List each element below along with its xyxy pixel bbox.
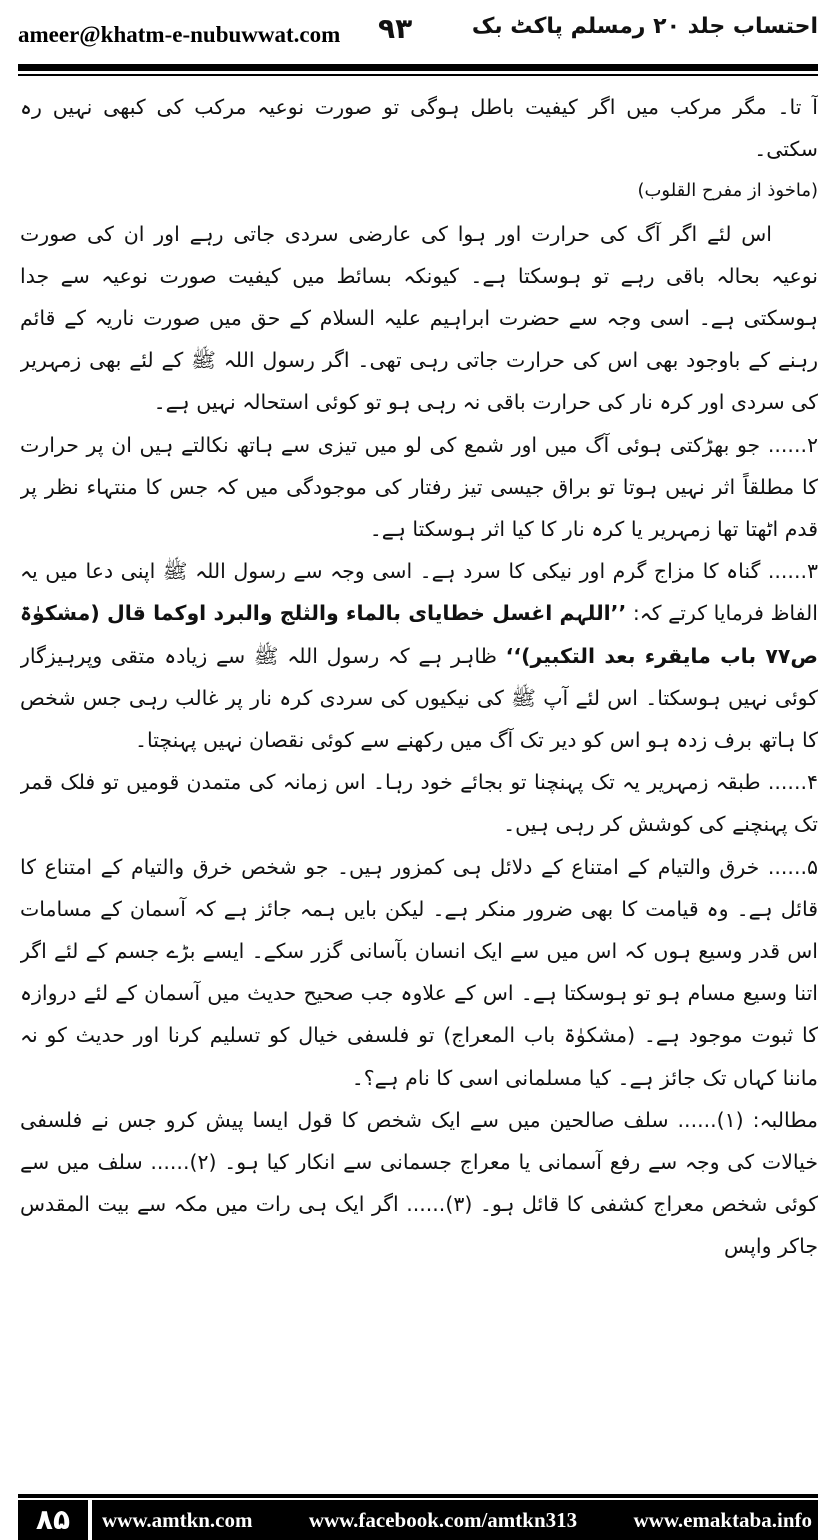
point-4: ۴...... طبقہ زمہریر یہ تک پہنچنا تو بجائے خود رہا۔ اس زمانہ کی متمدن قومیں تو فلک قمر تک پہنچنے کی کوشش کر رہی ہیں۔	[20, 770, 818, 837]
dua-quote: ’’اللہم اغسل خطایای بالماء والثلج والبرد اوکما قال (مشکوٰۃ ص۷۷ باب مایقرء بعد التکبیر)‘‘	[20, 601, 818, 668]
header-page-number: ۹۳	[378, 12, 413, 45]
demand-paragraph: مطالبہ: (۱)...... سلف صالحین میں سے ایک شخص کا قول ایسا پیش کرو جس نے فلسفی خیالات کی وجہ سے رفع آسمانی یا معراج جسمانی سے انکار کیا ہو۔ (۲)...... سلف میں سے کوئی شخص معراج کشفی کا قائل ہو۔ (۳)...... اگر ایک ہی رات میں مکہ سے بیت المقدس جاکر واپس	[20, 1107, 818, 1259]
footer-links	[92, 1500, 818, 1540]
point-2: ۲...... جو بھڑکتی ہوئی آگ میں اور شمع کی لو میں تیزی سے ہاتھ نکالتے ہیں ان پر حرارت کا مطلقاً اثر نہیں ہوتا تو براق جیسی تیز رفتار کی موجودگی میں کہ جس کا منتہاء نظر پر قدم اٹھتا تھا زمہریر یا کرہ نار کا کیا اثر ہوسکتا ہے۔	[20, 432, 818, 542]
page-body	[20, 86, 818, 1456]
header-rule-thick	[18, 64, 818, 71]
header-rule-thin	[18, 74, 818, 76]
header-email[interactable]: ameer@khatm-e-nubuwwat.com	[18, 22, 341, 47]
header-book-title: احتساب جلد ۲۰ رمسلم پاکٹ بک	[471, 14, 818, 39]
point-3-continuation: ظاہر ہے کہ رسول اللہ ﷺ سے زیادہ متقی وپرہیزگار کوئی نہیں ہوسکتا۔ اس لئے آپ ﷺ کی نیکیوں کی سردی کرہ نار پر غالب رہی جس شخص کا ہاتھ برف زدہ ہو اس کو دیر تک آگ میں رکھنے سے کوئی نقصان نہیں پہنچتا۔	[20, 643, 818, 753]
source-reference: (ماخوذ از مفرح القلوب)	[637, 180, 818, 202]
footer-page-number: ۸۵	[18, 1500, 88, 1540]
paragraph-2: اس لئے اگر آگ کی حرارت اور ہوا کی عارضی سردی جاتی رہے اور ان کی صورت نوعیہ بحالہ باقی رہے تو ہوسکتا ہے۔ کیونکہ بسائط میں کیفیت صورت نوعیہ سے جدا ہوسکتی ہے۔ اسی وجہ سے حضرت ابراہیم علیہ السلام کے حق میں صورت ناریہ کے قائم رہنے کے باوجود بھی اس کی حرارت جاتی رہی تھی۔ اگر رسول اللہ ﷺ کے لئے بھی زمہریر کی سردی اور کرہ نار کی حرارت باقی نہ رہی ہو تو کوئی استحالہ نہیں ہے۔	[20, 221, 818, 415]
footer-link-facebook[interactable]: www.facebook.com/amtkn313	[308, 1507, 578, 1532]
point-5: ۵...... خرق والتیام کے امتناع کے دلائل ہی کمزور ہیں۔ جو شخص خرق والتیام کے امتناع کا قائل ہے۔ وہ قیامت کا بھی ضرور منکر ہے۔ لیکن بایں ہمہ جائز ہے کہ آسمان کے مسامات اس قدر وسیع ہوں کہ اس میں سے ایک انسان بآسانی گزر سکے۔ ایسے بڑے جسم کے لئے اگر اتنا وسیع مسام ہو تو ہوسکتا ہے۔ اس کے علاوہ جب صحیح حدیث میں آسمان کے لئے دروازہ کا ثبوت موجود ہے۔ (مشکوٰۃ باب المعراج) تو فلسفی خیال کو تسلیم کرنا اور حدیث کو نہ ماننا کہاں تک جائز ہے۔ کیا مسلمانی اسی کا نام ہے؟۔	[20, 854, 818, 1090]
page-header	[18, 0, 818, 70]
point-3-intro: ۳...... گناہ کا مزاج گرم اور نیکی کا سرد ہے۔ اسی وجہ سے رسول اللہ ﷺ اپنی دعا میں یہ الفاظ فرمایا کرتے کہ:	[20, 559, 818, 626]
footer-link-amtkn[interactable]: www.amtkn.com	[102, 1507, 253, 1532]
footer-rule	[18, 1494, 818, 1498]
footer-link-emaktaba[interactable]: www.emaktaba.info	[633, 1507, 812, 1532]
point-3	[20, 550, 818, 761]
paragraph-1: آ تا۔ مگر مرکب میں اگر کیفیت باطل ہوگی تو صورت نوعیہ مرکب کی کبھی نہیں رہ سکتی۔	[20, 95, 818, 162]
